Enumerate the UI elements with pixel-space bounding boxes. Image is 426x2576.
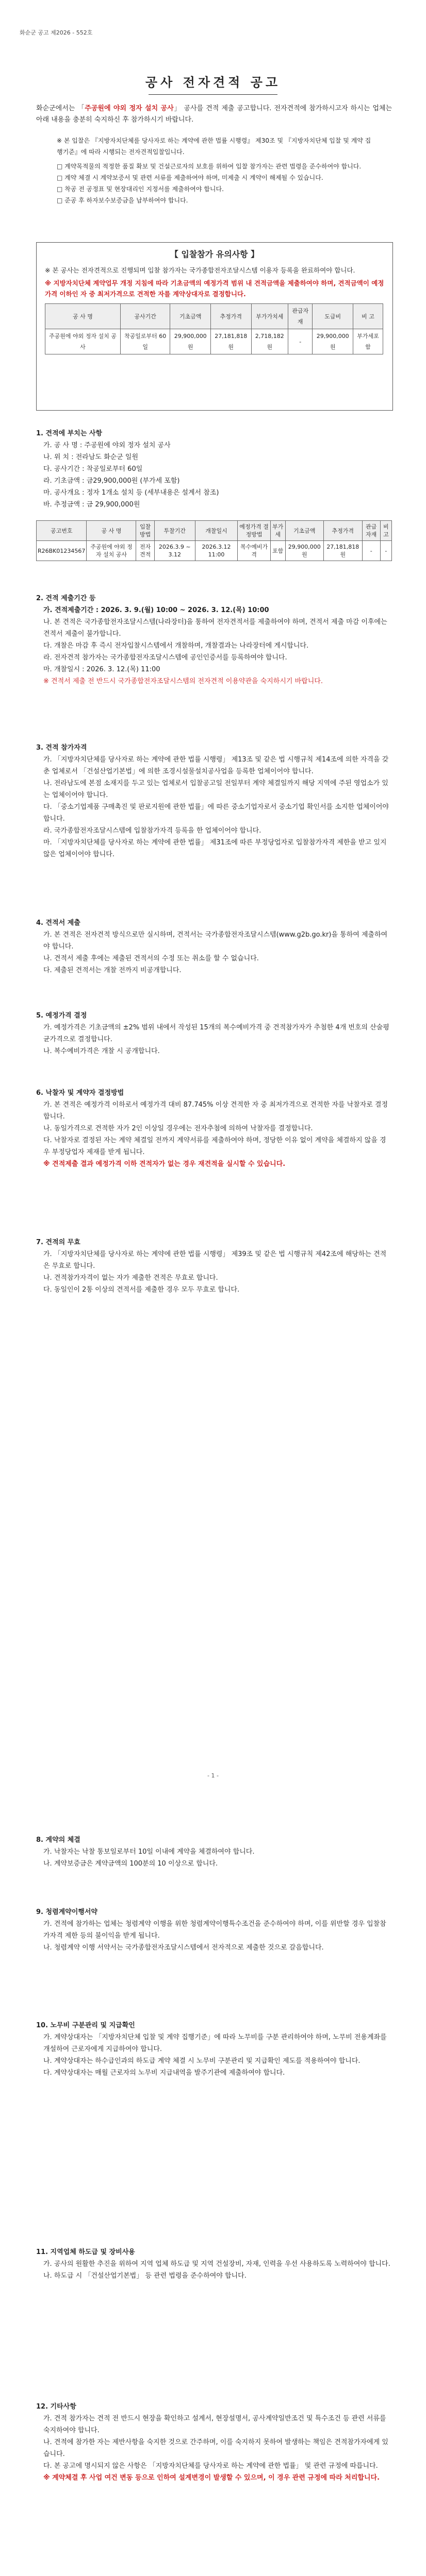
- table-cell: 2026.3.9 ~ 3.12: [154, 541, 195, 561]
- bid-info-table-wrap: [36, 520, 392, 561]
- table-cell: 2,718,182원: [251, 329, 288, 354]
- section-item: 라. 국가종합전자조달시스템에 입찰참가자격 등록을 한 업체이어야 합니다.: [43, 827, 261, 835]
- section-11: [36, 2246, 392, 2282]
- section-warning: ※ 계약체결 후 사업 여건 변동 등으로 인하여 설계변경이 발생할 수 있으며, 이 경우 관련 규정에 따라 처리합니다.: [43, 2474, 380, 2482]
- section-heading: 4. 견적서 제출: [36, 919, 80, 927]
- section-heading: 8. 계약의 체결: [36, 1836, 80, 1844]
- intro-text: 」 공사를 견적 제출 공고합니다. 전자견적에 참가하시고자 하시는 업체는 아래 내용을 충분히 숙지하신 후 참가하시기 바랍니다.: [36, 105, 392, 124]
- section-heading: 6. 낙찰자 및 계약자 결정방법: [36, 1089, 124, 1097]
- section-item: 마. 「지방자치단체를 당사자로 하는 계약에 관한 법률」 제31조에 따른 부정당업자로 입찰참가자격 제한을 받고 있지 않은 업체이어야 합니다.: [43, 839, 387, 858]
- page-number: - 1 -: [207, 1772, 219, 1779]
- table-header: 투찰기간: [154, 521, 195, 541]
- table-header: 공고번호: [37, 521, 87, 541]
- project-name-highlight: 주공원에 야외 정자 설치 공사: [85, 105, 174, 112]
- section-item: 다. 개찰은 마감 후 즉시 전자입찰시스템에서 개찰하며, 개찰결과는 나라장터에 게시합니다.: [43, 642, 309, 650]
- table-header: 부가가치세: [251, 304, 288, 329]
- section-item: 다. 낙찰자로 결정된 자는 계약 체결일 전까지 계약서류를 제출하여야 하며, 정당한 이유 없이 계약을 체결하지 않을 경우 부정당업자 제재를 받게 됩니다.: [43, 1137, 386, 1156]
- section-item: 나. 동일가격으로 견적한 자가 2인 이상일 경우에는 전자추첨에 의하여 낙찰자를 결정합니다.: [43, 1125, 313, 1132]
- table-cell: 29,900,000원: [313, 329, 353, 354]
- section-heading: 1. 견적에 부치는 사항: [36, 430, 103, 437]
- table-cell: 전자견적: [136, 541, 154, 561]
- section-item: 가. 「지방자치단체를 당사자로 하는 계약에 관한 법률 시행령」 제39조 및 같은 법 시행규칙 제42조에 해당하는 견적은 무효로 합니다.: [43, 1250, 387, 1270]
- section-item: 가. 본 견적은 예정가격 이하로서 예정가격 대비 87.745% 이상 견적한 자 중 최저가격으로 견적한 자를 낙찰자로 결정합니다.: [43, 1101, 388, 1121]
- table-cell: 착공일로부터 60일: [120, 329, 170, 354]
- table-header: 개찰일시: [195, 521, 238, 541]
- table-cell: -: [362, 541, 380, 561]
- table-header: 공사기간: [120, 304, 170, 329]
- section-item: 가. 견적제출기간 : 2026. 3. 9.(월) 10:00 ~ 2026. 3. 12.(목) 10:00: [43, 606, 269, 614]
- section-12: [36, 2401, 392, 2484]
- notice-title: 【 입찰참가 유의사항 】: [170, 249, 259, 259]
- section-heading: 7. 견적의 무효: [36, 1239, 80, 1246]
- section-7: [36, 1236, 392, 1296]
- table-cell: -: [380, 541, 391, 561]
- section-4: [36, 917, 392, 976]
- notice-box: [36, 242, 393, 411]
- section-heading: 3. 견적 참가자격: [36, 744, 87, 752]
- table-cell: 29,900,000원: [285, 541, 324, 561]
- section-item: 가. 낙찰자는 낙찰 통보일로부터 10일 이내에 계약을 체결하여야 합니다.: [43, 1848, 255, 1856]
- table-header: 기초금액: [285, 521, 324, 541]
- section-item: 나. 견적참가자격이 없는 자가 제출한 견적은 무효로 합니다.: [43, 1274, 218, 1282]
- table-row: [37, 541, 392, 561]
- section-heading: 12. 기타사항: [36, 2403, 76, 2411]
- section-8: [36, 1834, 392, 1870]
- table-cell: 포함: [270, 541, 285, 561]
- section-5: [36, 1010, 392, 1057]
- section-item: 나. 위 치 : 전라남도 화순군 일원: [43, 453, 139, 461]
- table-header: 공 사 명: [45, 304, 121, 329]
- section-heading: 11. 지역업체 하도급 및 장비사용: [36, 2248, 135, 2256]
- table-header: 추정가격: [324, 521, 363, 541]
- section-item: 다. 공사기간 : 착공일로부터 60일: [43, 465, 143, 473]
- notice-warning: ※ 지방자치단체 계약업무 개정 지침에 따라 기초금액의 예정가격 범위 내 견적금액을 제출하여야 하며, 견적금액이 예정가격 이하인 자 중 최저가격으로 견적한 자를 계약상대자로 결정합니다.: [45, 279, 384, 298]
- intro-paragraph-1: [36, 103, 392, 126]
- section-item: 마. 공사개요 : 정자 1개소 설치 등 (세부내용은 설계서 참조): [43, 489, 219, 497]
- intro-paragraph-2: ※ 본 입찰은 『지방자치단체를 당사자로 하는 계약에 관한 법률 시행령』 제30조 및 『지방자치단체 입찰 및 계약 집행기준』에 따라 시행되는 전자견적입찰입니다.: [57, 137, 371, 156]
- section-item: 나. 견적에 참가한 자는 제반사항을 숙지한 것으로 간주하며, 이를 숙지하지 못하여 발생하는 책임은 견적참가자에게 있습니다.: [43, 2438, 388, 2458]
- section-item: 마. 개찰일시 : 2026. 3. 12.(목) 11:00: [43, 666, 160, 673]
- table-cell: -: [288, 329, 313, 354]
- section-item: 라. 전자견적 참가자는 국가종합전자조달시스템에 공인인증서를 등록하여야 합니다.: [43, 654, 287, 662]
- section-item: 라. 기초금액 : 금29,900,000원 (부가세 포함): [43, 477, 180, 485]
- section-item: 가. 계약상대자는 「지방자치단체 입찰 및 계약 집행기준」에 따라 노무비를 구분 관리하여야 하며, 노무비 전용계좌를 개설하여 근로자에게 지급하여야 합니다.: [43, 2033, 387, 2053]
- table-header: 추정가격: [210, 304, 251, 329]
- section-item: 바. 추정금액 : 금 29,900,000원: [43, 501, 140, 509]
- section-item: 가. 공 사 명 : 주공원에 야외 정자 설치 공사: [43, 442, 171, 449]
- section-item: 가. 견적 참가자는 견적 전 반드시 현장을 확인하고 설계서, 현장설명서, 공사계약일반조건 및 특수조건 등 관련 서류를 숙지하여야 합니다.: [43, 2415, 386, 2434]
- notice-body: [45, 265, 384, 354]
- section-item: 다. 계약상대자는 매월 근로자의 노무비 지급내역을 발주기관에 제출하여야 합니다.: [43, 2069, 285, 2077]
- section-item: 가. 견적에 참가하는 업체는 청렴계약 이행을 위한 청렴계약이행특수조건을 준수하여야 하며, 이를 위반할 경우 입찰참가자격 제한 등의 불이익을 받게 됩니다.: [43, 1920, 386, 1940]
- table-cell: 27,181,818원: [324, 541, 363, 561]
- section-6: [36, 1087, 392, 1170]
- table-cell: 주공원에 야외 정자 설치 공사: [87, 541, 136, 561]
- bullet-item: □ 착공 전 공정표 및 현장대리인 지정서를 제출하여야 합니다.: [57, 185, 224, 193]
- table-header: 관급자재: [362, 521, 380, 541]
- section-item: 나. 견적서 제출 후에는 제출된 견적서의 수정 또는 취소를 할 수 없습니다.: [43, 955, 259, 962]
- section-warning: ※ 견적제출 결과 예정가격 이하 견적자가 없는 경우 재견적을 실시할 수 있습니다.: [43, 1160, 286, 1168]
- section-3: [36, 742, 392, 860]
- section-item: 가. 본 견적은 전자견적 방식으로만 실시하며, 견적서는 국가종합전자조달시스템(www.g2b.go.kr)을 통하여 제출하여야 합니다.: [43, 931, 388, 951]
- table-header-row: [45, 304, 383, 329]
- table-header: 비 고: [353, 304, 383, 329]
- section-9: [36, 1906, 392, 1954]
- table-header: 입찰방법: [136, 521, 154, 541]
- section-item: 나. 계약보증금은 계약금액의 100분의 10 이상으로 합니다.: [43, 1860, 218, 1868]
- section-2: [36, 592, 392, 687]
- section-item: 나. 복수예비가격은 개찰 시 공개합니다.: [43, 1047, 160, 1055]
- summary-table: [45, 303, 383, 354]
- section-item: 나. 본 견적은 국가종합전자조달시스템(나라장터)을 통하여 전자견적서를 제출하여야 하며, 견적서 제출 마감 이후에는 견적서 제출이 불가합니다.: [43, 618, 387, 638]
- section-item: 다. 「중소기업제품 구매촉진 및 판로지원에 관한 법률」에 따른 중소기업자로서 중소기업 확인서를 소지한 업체이어야 합니다.: [43, 803, 389, 823]
- table-header: 관급자재: [288, 304, 313, 329]
- section-item: 나. 전라남도에 본점 소재지를 두고 있는 업체로서 입찰공고일 전일부터 계약 체결일까지 해당 지역에 주된 영업소가 있는 업체이어야 합니다.: [43, 779, 388, 799]
- section-1: [36, 428, 392, 511]
- section-item: 나. 계약상대자는 하수급인과의 하도급 계약 체결 시 노무비 구분관리 및 지급확인 제도를 적용하여야 합니다.: [43, 2057, 361, 2065]
- table-header: 부가세: [270, 521, 285, 541]
- bid-info-table: [36, 520, 392, 561]
- table-cell: 부가세포함: [353, 329, 383, 354]
- table-cell: R26BK01234567: [37, 541, 87, 561]
- document-title: 공사 전자견적 공고: [0, 72, 426, 95]
- table-header: 도급비: [313, 304, 353, 329]
- table-cell: 주공원에 야외 정자 설치 공사: [45, 329, 121, 354]
- section-item: 가. 「지방자치단체를 당사자로 하는 계약에 관한 법률 시행령」 제13조 및 같은 법 시행규칙 제14조에 의한 자격을 갖춘 업체로서 「건설산업기본법」에 의한 조경시설물설치공사업을 등록한 업체이어야 합니다.: [43, 756, 389, 775]
- table-cell: 29,900,000원: [170, 329, 211, 354]
- bullet-list: [57, 135, 371, 206]
- table-row: [45, 329, 383, 354]
- section-item: 다. 제출된 견적서는 개찰 전까지 비공개합니다.: [43, 967, 182, 974]
- table-header: 기초금액: [170, 304, 211, 329]
- section-item: 가. 예정가격은 기초금액의 ±2% 범위 내에서 작성된 15개의 복수예비가격 중 견적참가자가 추첨한 4개 번호의 산술평균가격으로 결정합니다.: [43, 1024, 389, 1043]
- section-warning: ※ 견적서 제출 전 반드시 국가종합전자조달시스템의 전자견적 이용약관을 숙지하시기 바랍니다.: [43, 677, 323, 685]
- section-heading: 10. 노무비 구분관리 및 지급확인: [36, 2022, 135, 2029]
- intro-text: 화순군에서는 「: [36, 105, 85, 112]
- table-header: 예정가격 결정방법: [238, 521, 271, 541]
- bullet-item: □ 계약 체결 시 계약보증서 및 관련 서류를 제출하여야 하며, 미제출 시 계약이 해제될 수 있습니다.: [57, 174, 323, 181]
- table-header: 공 사 명: [87, 521, 136, 541]
- section-heading: 9. 청렴계약이행서약: [36, 1908, 97, 1916]
- section-item: 나. 청렴계약 이행 서약서는 국가종합전자조달시스템에서 전자적으로 제출한 것으로 갈음합니다.: [43, 1944, 324, 1952]
- table-header: 비고: [380, 521, 391, 541]
- bullet-item: □ 계약목적물의 적정한 품질 확보 및 건설근로자의 보호를 위하여 입찰 참가자는 관련 법령을 준수하여야 합니다.: [57, 163, 362, 170]
- table-cell: 복수예비가격: [238, 541, 271, 561]
- notice-paragraph: ※ 본 공사는 전자견적으로 진행되며 입찰 참가자는 국가종합전자조달시스템 이용자 등록을 완료하여야 합니다.: [45, 266, 355, 274]
- section-item: 다. 본 공고에 명시되지 않은 사항은 「지방자치단체를 당사자로 하는 계약에 관한 법률」 및 관련 규정에 따릅니다.: [43, 2462, 378, 2470]
- section-item: 가. 공사의 원활한 추진을 위하여 지역 업체 하도급 및 지역 건설장비, 자재, 인력을 우선 사용하도록 노력하여야 합니다.: [43, 2260, 390, 2268]
- table-cell: 2026.3.12 11:00: [195, 541, 238, 561]
- notice-number: 화순군 공고 제2026 - 552호: [20, 29, 93, 36]
- section-item: 나. 하도급 시 「건설산업기본법」 등 관련 법령을 준수하여야 합니다.: [43, 2272, 247, 2280]
- section-10: [36, 2020, 392, 2079]
- table-header-row: [37, 521, 392, 541]
- section-heading: 5. 예정가격 결정: [36, 1012, 87, 1020]
- bullet-item: □ 준공 후 하자보수보증금을 납부하여야 합니다.: [57, 197, 188, 204]
- page-2: [0, 1803, 426, 2576]
- section-heading: 2. 견적 제출기간 등: [36, 595, 96, 602]
- section-item: 다. 동일인이 2통 이상의 견적서를 제출한 경우 모두 무효로 합니다.: [43, 1286, 240, 1294]
- table-cell: 27,181,818원: [210, 329, 251, 354]
- intro: [36, 103, 392, 126]
